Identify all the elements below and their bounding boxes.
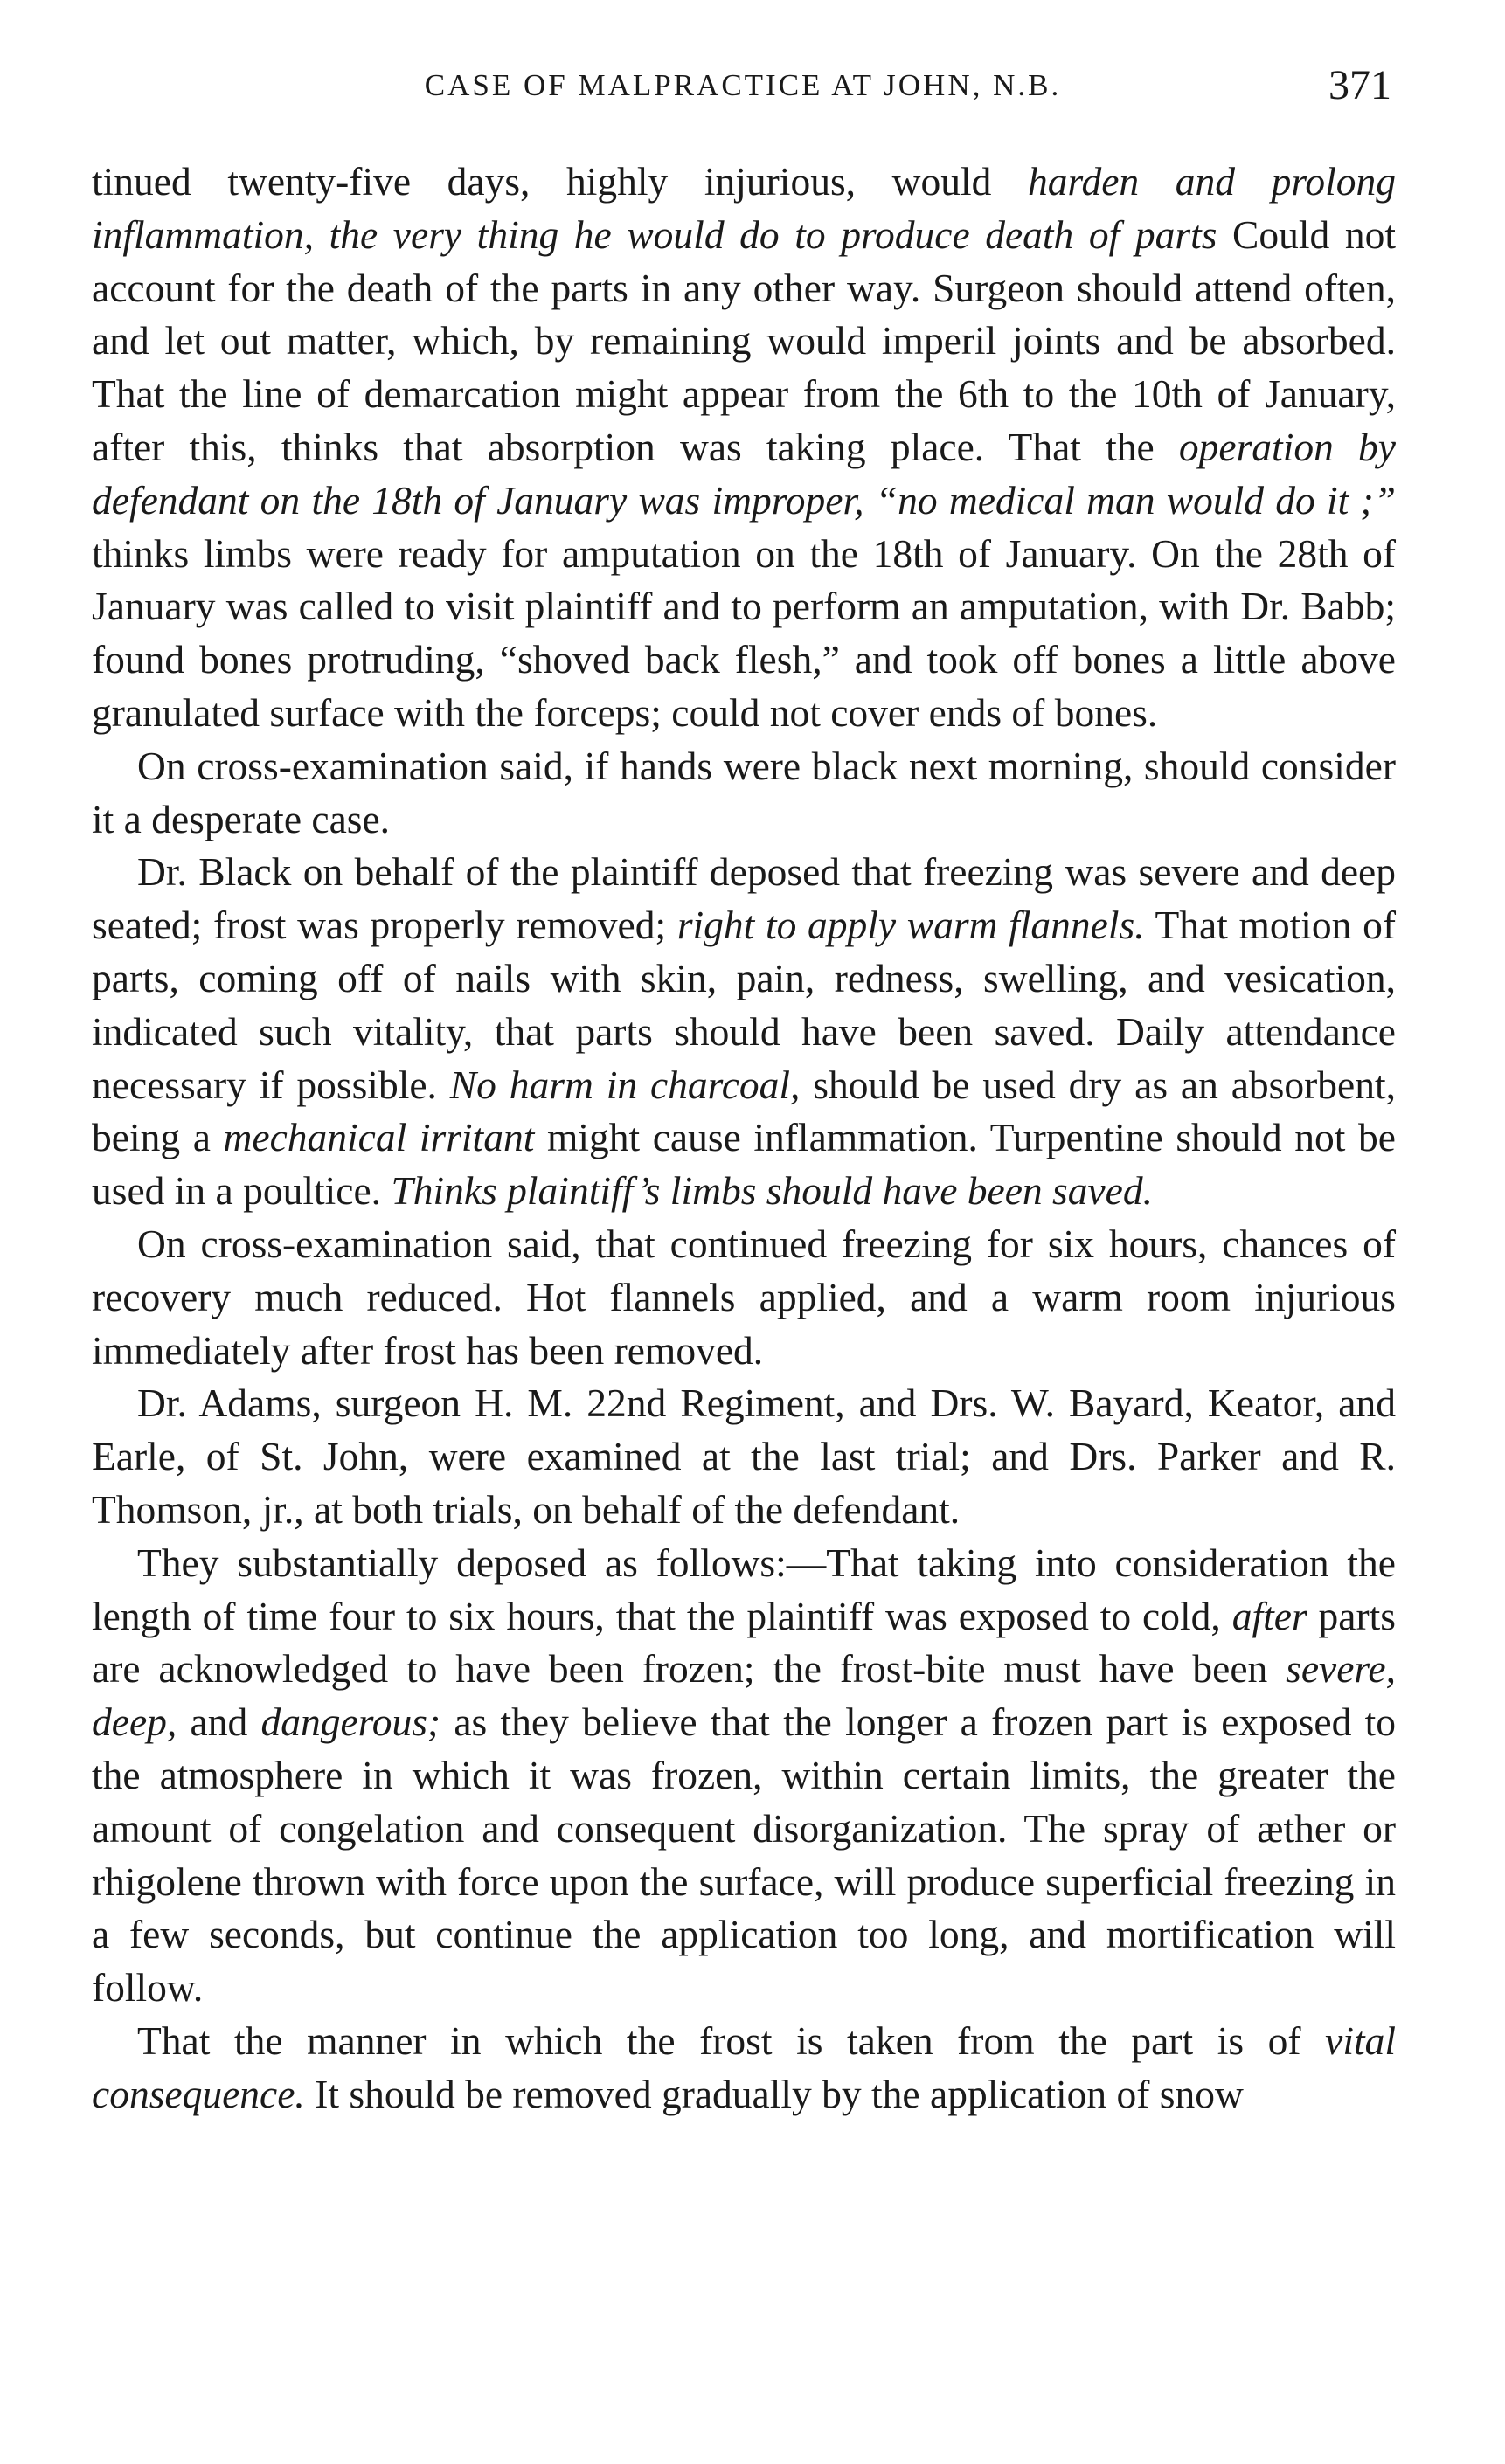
text-run: thinks limbs were ready for amputation on the 18th of January. On the 28th of January was called to visit plaintiff and to perform an amputation, with Dr. Babb; found bones protruding, “shoved back flesh,” and took off bones a little above granulated surface with the forceps; could not cover ends of bones. — [92, 530, 1396, 735]
italic-text-run: severe, deep, — [92, 1646, 1396, 1745]
text-run: It should be removed gradually by the application of snow — [304, 2071, 1244, 2116]
italic-text-run: after — [1231, 1593, 1307, 1638]
text-run: Dr. Black on behalf of the plaintiff deposed that freezing was severe and deep seated; frost was properly removed; — [92, 849, 1396, 948]
text-run: On cross-examination said, that continued freezing for six hours, chances of recovery much reduced. Hot flannels applied, and a warm room injurious immediately after frost has been removed. — [92, 1221, 1396, 1373]
italic-text-run: No harm in charcoal, — [449, 1062, 801, 1107]
italic-text-run: harden and prolong inflammation, the very thing he would do to produce death of parts — [92, 159, 1397, 257]
italic-text-run: right to apply warm flannels. — [676, 903, 1145, 948]
paragraph-continued-testimony — [92, 156, 1396, 740]
paragraph-dr-black-testimony — [92, 846, 1396, 1218]
text-run: On cross-examination said, if hands were black next morning, should consider it a desperate case. — [92, 743, 1396, 841]
text-run: should be used dry as an absorbent, being a — [92, 1062, 1396, 1160]
text-run: Dr. Adams, surgeon H. M. 22nd Regiment, and Drs. W. Bayard, Keator, and Earle, of St. John, were examined at the last trial; and Drs. Parker and R. Thomson, jr., at both trials, on behalf of the defendant. — [92, 1381, 1396, 1532]
text-run: That the manner in which the frost is taken from the part is of — [137, 2018, 1326, 2063]
italic-text-run: Thinks plaintiff’s limbs should have been saved. — [391, 1168, 1154, 1214]
italic-text-run: vital consequence. — [92, 2018, 1396, 2116]
text-run: as they believe that the longer a frozen part is exposed to the atmosphere in which it was frozen, within certain limits, the greater the amount of congelation and consequent disorganization. The spray of æther or rhigolene thrown with force upon the surface, will produce superficial freezing in a few seconds, but continue the application too long, and mortification will follow. — [92, 1699, 1396, 2011]
page-number: 371 — [1328, 62, 1391, 108]
text-run: might cause inflammation. Turpentine should not be used in a poultice. — [92, 1115, 1396, 1214]
paragraph-cross-examination-2 — [92, 1218, 1396, 1377]
text-run: They substantially deposed as follows:—That taking into consideration the length of time four to six hours, that the plaintiff was exposed to cold, — [92, 1540, 1396, 1638]
text-run: parts are acknowledged to have been frozen; the frost-bite must have been — [92, 1593, 1396, 1692]
text-run: Could not account for the death of the parts in any other way. Surgeon should attend often, and let out matter, which, by remaining would imperil joints and be absorbed. That the line of demarcation might appear from the 6th to the 10th of January, after this, thinks that absorption was taking place. That the — [92, 211, 1396, 469]
text-run: tinued twenty-five days, highly injurious, would — [92, 159, 1028, 204]
paragraph-defense-witnesses — [92, 1377, 1396, 1536]
body-text — [92, 156, 1396, 2121]
text-run: That motion of parts, coming off of nails with skin, pain, redness, swelling, and vesication, indicated such vitality, that parts should have been saved. Daily attendance necessary if possible. — [92, 903, 1396, 1107]
italic-text-run: mechanical irritant — [223, 1115, 535, 1160]
paragraph-defense-deposition — [92, 1537, 1396, 2015]
running-title: CASE OF MALPRACTICE AT JOHN, N.B. — [424, 68, 1062, 102]
paragraph-cross-examination-1 — [92, 740, 1396, 847]
text-run: and — [177, 1699, 261, 1745]
italic-text-run: operation by defendant on the 18th of January was improper, “no medical man would do it ;” — [92, 424, 1396, 523]
paragraph-frost-removal — [92, 2015, 1396, 2121]
italic-text-run: dangerous; — [260, 1699, 441, 1745]
